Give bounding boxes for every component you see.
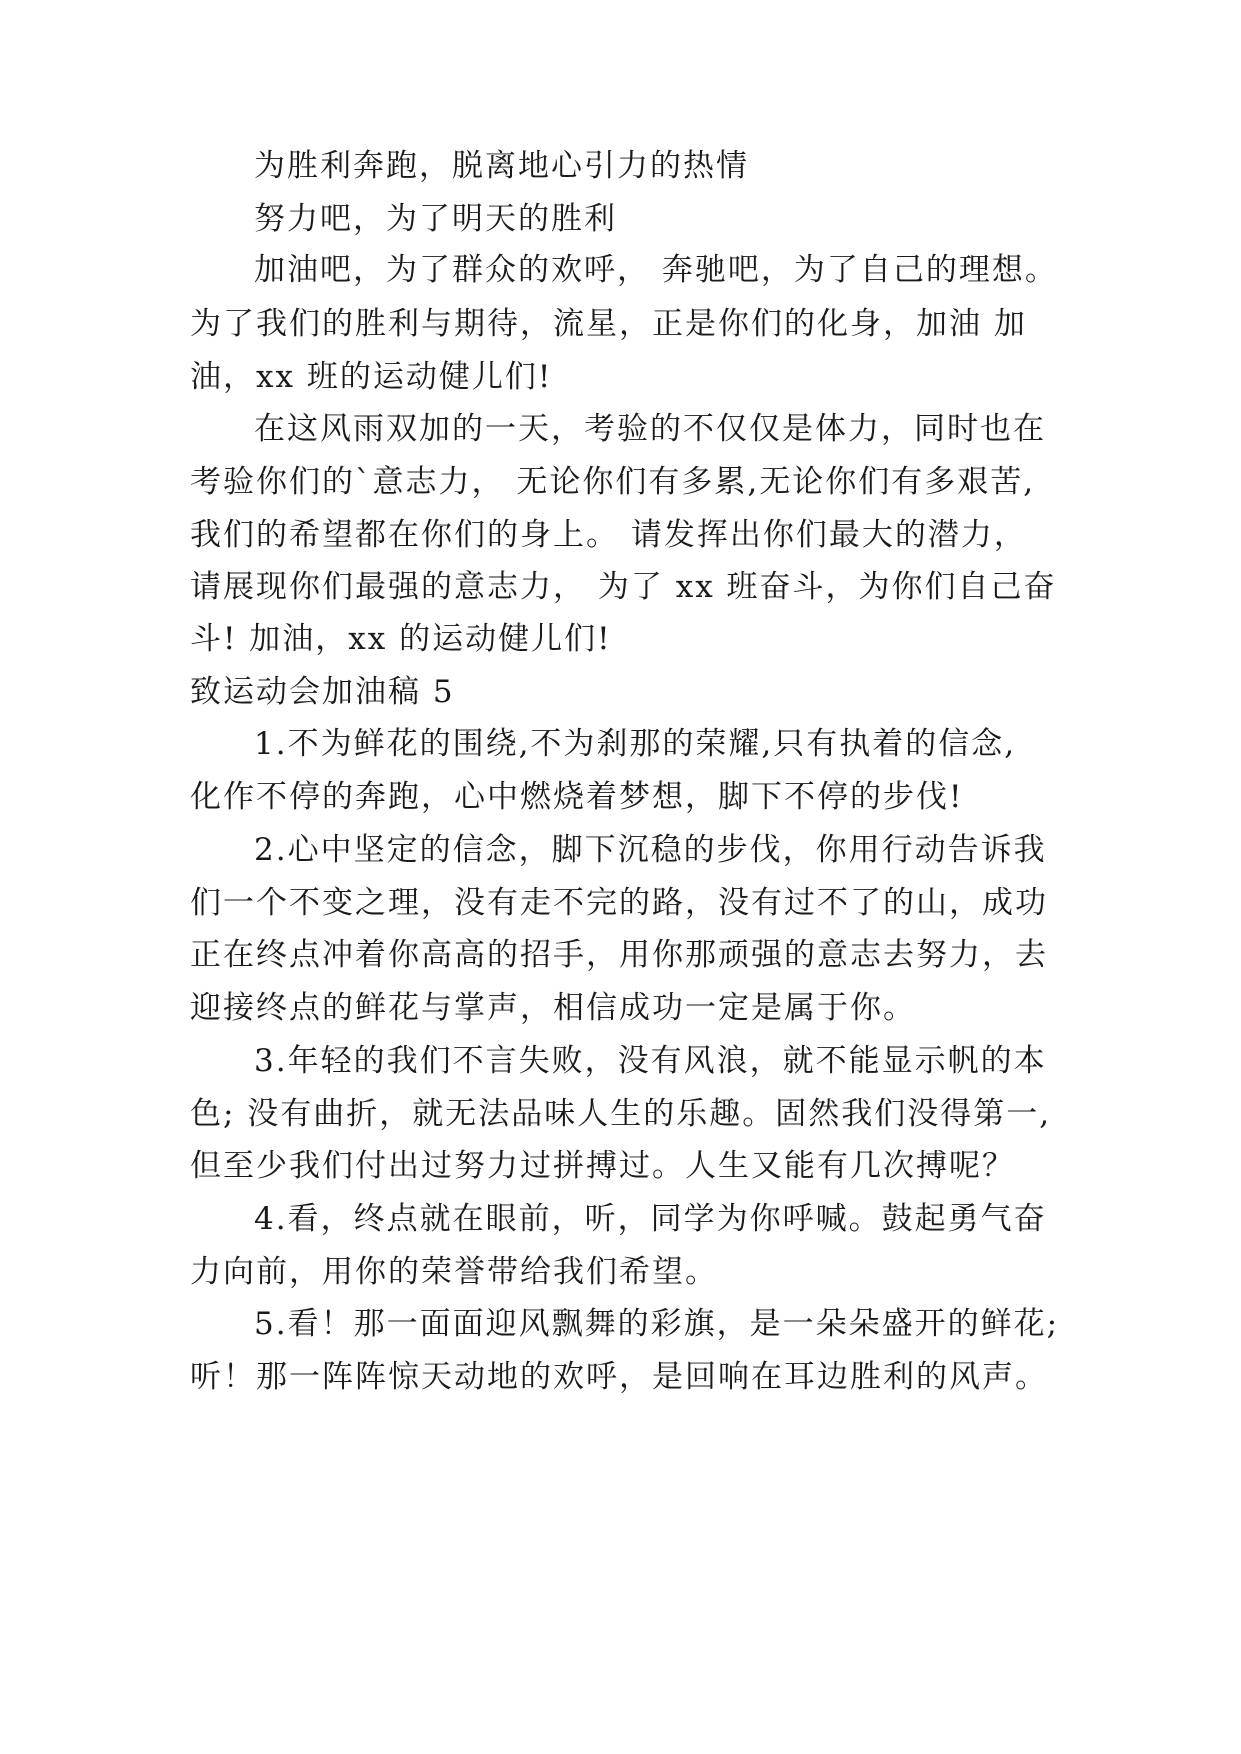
text-line: 迎接终点的鲜花与掌声，相信成功一定是属于你。 <box>190 990 916 1026</box>
list-item-text: 4.看，终点就在眼前，听，同学为你呼喊。鼓起勇气奋 <box>254 1201 1047 1237</box>
text-line: 为了我们的胜利与期待，流星，正是你们的化身，加油 加 <box>190 306 1027 342</box>
list-item-text: 2.心中坚定的信念，脚下沉稳的步伐，你用行动告诉我 <box>254 832 1047 868</box>
text-line: 我们的希望都在你们的身上。 请发挥出你们最大的潜力， <box>190 517 1027 553</box>
text-line: 考验你们的`意志力， 无论你们有多累,无论你们有多艰苦, <box>190 464 1036 500</box>
list-item-text: 3.年轻的我们不言失败，没有风浪，就不能显示帆的本 <box>254 1043 1047 1079</box>
section-heading: 致运动会加油稿 5 <box>190 674 455 710</box>
text-line: 加油吧，为了群众的欢呼， 奔驰吧，为了自己的理想。 <box>254 252 1058 288</box>
text-line: 听！那一阵阵惊天动地的欢呼，是回响在耳边胜利的风声。 <box>190 1359 1048 1395</box>
text-line: 但至少我们付出过努力过拼搏过。人生又能有几次搏呢？ <box>190 1148 1015 1184</box>
text-line: 为胜利奔跑，脱离地心引力的热情 <box>254 148 749 184</box>
text-line: 努力吧，为了明天的胜利 <box>254 201 617 237</box>
document-page <box>190 0 1070 1754</box>
text-line: 力向前，用你的荣誉带给我们希望。 <box>190 1254 718 1290</box>
text-line: 们一个不变之理，没有走不完的路，没有过不了的山，成功 <box>190 885 1048 921</box>
text-line: 在这风雨双加的一天，考验的不仅仅是体力，同时也在 <box>254 411 1046 447</box>
list-item-text: 5.看！那一面面迎风飘舞的彩旗，是一朵朵盛开的鲜花; <box>254 1306 1060 1342</box>
text-line: 色; 没有曲折，就无法品味人生的乐趣。固然我们没得第一, <box>190 1096 1052 1132</box>
text-line: 请展现你们最强的意志力， 为了 xx 班奋斗，为你们自己奋 <box>190 569 1057 605</box>
text-line: 化作不停的奔跑，心中燃烧着梦想，脚下不停的步伐! <box>190 779 964 815</box>
text-line: 斗! 加油，xx 的运动健儿们! <box>190 621 612 657</box>
text-line: 正在终点冲着你高高的招手，用你那顽强的意志去努力，去 <box>190 937 1048 973</box>
list-item-text: 1.不为鲜花的围绕,不为刹那的荣耀,只有执着的信念, <box>254 726 1017 762</box>
text-line: 油，xx 班的运动健儿们! <box>190 359 553 395</box>
